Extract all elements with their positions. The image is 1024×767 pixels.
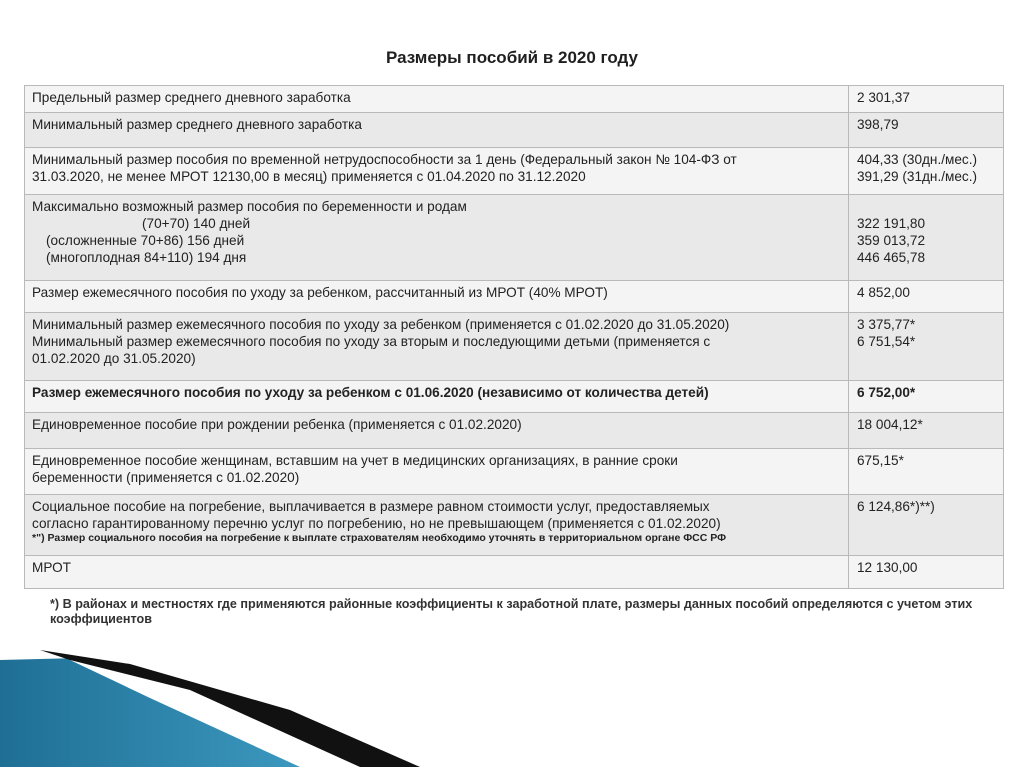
table-row xyxy=(25,313,1004,381)
row-label: Единовременное пособие при рождении ребенка (применяется с 01.02.2020) xyxy=(25,413,849,449)
footnote: *) В районах и местностях где применяются районные коэффициенты к заработной плате, размеры данных пособий определяются с учетом этих коэффициентов xyxy=(50,597,973,626)
row-value: 398,79 xyxy=(849,113,1004,148)
row-value: 322 191,80 359 013,72 446 465,78 xyxy=(849,195,1004,281)
row-value: 6 124,86*)**) xyxy=(849,495,1004,556)
row-value: 3 375,77* 6 751,54* xyxy=(849,313,1004,381)
row-value: 2 301,37 xyxy=(849,86,1004,113)
row-label: Социальное пособие на погребение, выплачивается в размере равном стоимости услуг, предоставляемых согласно гарантированному перечню услуг по погребению, но не превышающем (применяется с 01.02.2020) *") Размер социального пособия на погребение к выплате страхователям необходимо уточнять в территориальном органе ФСС РФ xyxy=(25,495,849,556)
row-label: Минимальный размер пособия по временной нетрудоспособности за 1 день (Федеральный закон № 104-ФЗ от 31.03.2020, не менее МРОТ 12130,00 в месяц) применяется с 01.04.2020 по 31.12.2020 xyxy=(25,148,849,195)
row-label: Размер ежемесячного пособия по уходу за ребенком, рассчитанный из МРОТ (40% МРОТ) xyxy=(25,281,849,313)
table-row xyxy=(25,281,1004,313)
row-value: 12 130,00 xyxy=(849,556,1004,589)
benefits-table xyxy=(24,85,1004,589)
row-label: Минимальный размер среднего дневного заработка xyxy=(25,113,849,148)
row-note: *") Размер социального пособия на погребение к выплате страхователям необходимо уточнять в территориальном органе ФСС РФ xyxy=(32,532,727,544)
row-value: 18 004,12* xyxy=(849,413,1004,449)
table-row xyxy=(25,556,1004,589)
table-row xyxy=(25,86,1004,113)
table-row xyxy=(25,449,1004,495)
row-label: МРОТ xyxy=(25,556,849,589)
row-label: Предельный размер среднего дневного заработка xyxy=(25,86,849,113)
row-label: Размер ежемесячного пособия по уходу за ребенком с 01.06.2020 (независимо от количества детей) xyxy=(25,381,849,413)
table-row xyxy=(25,148,1004,195)
row-label: Минимальный размер ежемесячного пособия по уходу за ребенком (применяется с 01.02.2020 до 31.05.2020) Минимальный размер ежемесячного пособия по уходу за вторым и последующими детьми (применяется с 01.02.2020 до 31.05.2020) xyxy=(25,313,849,381)
table-row xyxy=(25,195,1004,281)
row-label: Максимально возможный размер пособия по беременности и родам (70+70) 140 дней (осложненные 70+86) 156 дней (многоплодная 84+110) 194 дня xyxy=(25,195,849,281)
page-title: Размеры пособий в 2020 году xyxy=(385,48,639,67)
row-value: 404,33 (30дн./мес.) 391,29 (31дн./мес.) xyxy=(849,148,1004,195)
table-row xyxy=(25,113,1004,148)
table-row xyxy=(25,381,1004,413)
table-row xyxy=(25,495,1004,556)
table-row xyxy=(25,413,1004,449)
row-value: 6 752,00* xyxy=(849,381,1004,413)
row-value: 675,15* xyxy=(849,449,1004,495)
decorative-swoosh xyxy=(0,650,600,767)
row-label: Единовременное пособие женщинам, вставшим на учет в медицинских организациях, в ранние сроки беременности (применяется с 01.02.2020) xyxy=(25,449,849,495)
row-value: 4 852,00 xyxy=(849,281,1004,313)
